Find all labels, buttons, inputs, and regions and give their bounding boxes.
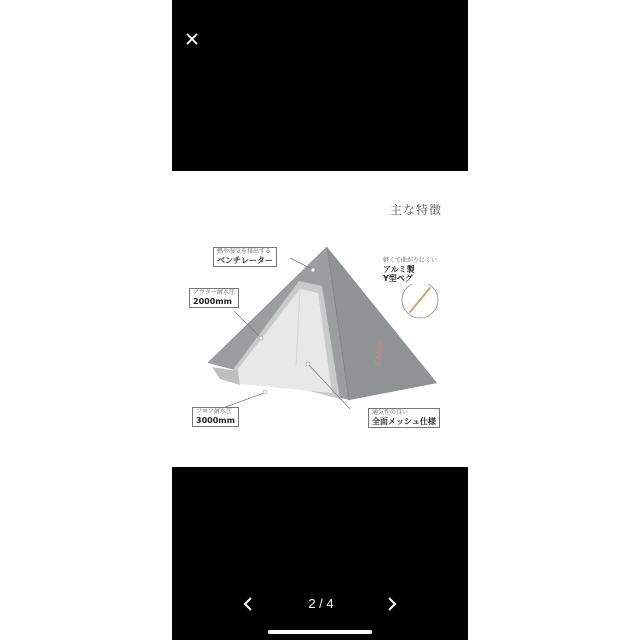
viewer-background-bottom [172, 467, 468, 640]
peg-callout: 軽くて曲がりにくい アルミ製 Y型ペグ [380, 257, 440, 284]
close-icon[interactable] [180, 27, 204, 51]
floor-waterproof-callout: フロア耐水圧 3000mm [192, 407, 239, 427]
svg-text:CAMP: CAMP [373, 342, 386, 367]
page-indicator: 2 / 4 [308, 596, 334, 611]
features-heading: 主な特徴 [390, 203, 443, 217]
ventilator-callout: 熱や湿気を排出する ベンチレーター [213, 247, 277, 267]
product-image [172, 171, 468, 467]
home-indicator[interactable] [268, 630, 372, 634]
viewer-background-top [172, 0, 468, 171]
chevron-left-icon[interactable] [237, 592, 261, 616]
image-viewer [172, 0, 468, 640]
outer-waterproof-callout: アウター耐水圧 2000mm [189, 288, 239, 308]
mesh-callout: 通気性の良い 全面メッシュ仕様 [368, 408, 440, 428]
chevron-right-icon[interactable] [379, 592, 403, 616]
